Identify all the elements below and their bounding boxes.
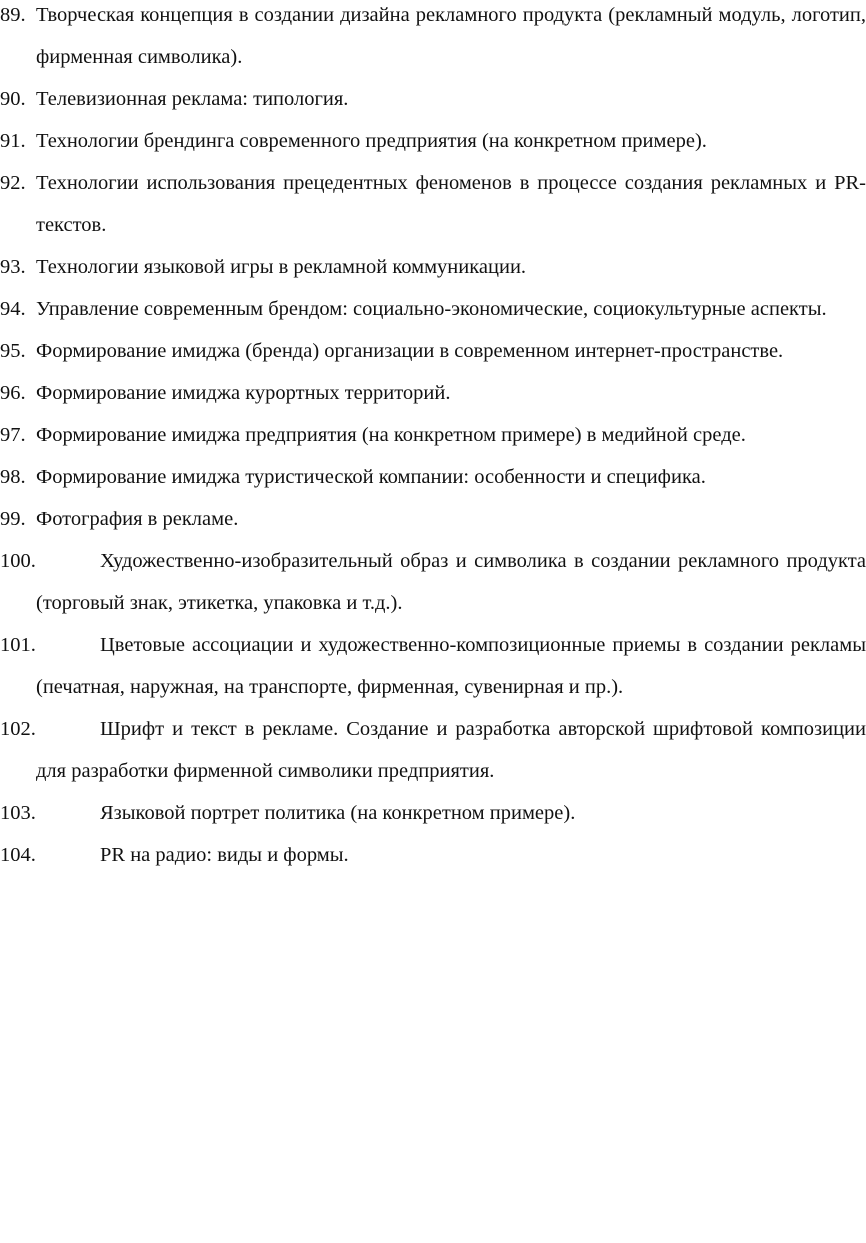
item-number: 101.	[0, 634, 36, 656]
item-text: Технологии использования прецедентных феноменов в процессе создания рекламных и PR-текстов.	[36, 172, 866, 236]
item-number: 91.	[0, 130, 26, 152]
item-text: Формирование имиджа предприятия (на конкретном примере) в медийной среде.	[36, 424, 746, 446]
list-item	[0, 162, 866, 246]
list-item	[0, 624, 866, 708]
item-number: 92.	[0, 172, 26, 194]
item-number: 100.	[0, 550, 36, 572]
item-text: Цветовые ассоциации и художественно-композиционные приемы в создании рекламы (печатная, наружная, на транспорте, фирменная, сувенирная и пр.).	[36, 634, 866, 698]
list-item	[0, 288, 866, 330]
item-number: 99.	[0, 508, 26, 530]
item-text: Телевизионная реклама: типология.	[36, 88, 349, 110]
list-item	[0, 456, 866, 498]
item-number: 95.	[0, 340, 26, 362]
item-text: Фотография в рекламе.	[36, 508, 239, 530]
item-text: Формирование имиджа курортных территорий.	[36, 382, 451, 404]
item-number: 102.	[0, 718, 36, 740]
item-number: 89.	[0, 4, 26, 26]
item-number: 96.	[0, 382, 26, 404]
item-number: 97.	[0, 424, 26, 446]
list-item	[0, 330, 866, 372]
list-item	[0, 120, 866, 162]
item-number: 90.	[0, 88, 26, 110]
item-number: 103.	[0, 802, 36, 824]
list-item	[0, 372, 866, 414]
item-text: Управление современным брендом: социально-экономические, социокультурные аспекты.	[36, 298, 827, 320]
item-number: 98.	[0, 466, 26, 488]
item-text: Формирование имиджа туристической компании: особенности и специфика.	[36, 466, 706, 488]
list-item	[0, 246, 866, 288]
item-text: Технологии языковой игры в рекламной коммуникации.	[36, 256, 527, 278]
list-item	[0, 78, 866, 120]
item-number: 104.	[0, 844, 36, 866]
item-text: Творческая концепция в создании дизайна рекламного продукта (рекламный модуль, логотип, фирменная символика).	[36, 4, 866, 68]
list-item	[0, 0, 866, 78]
item-number: 94.	[0, 298, 26, 320]
list-item	[0, 792, 866, 834]
list-item	[0, 708, 866, 792]
item-number: 93.	[0, 256, 26, 278]
list-item	[0, 540, 866, 624]
item-text: Формирование имиджа (бренда) организации в современном интернет-пространстве.	[36, 340, 784, 362]
list-item	[0, 834, 866, 876]
item-text: Шрифт и текст в рекламе. Создание и разработка авторской шрифтовой композиции для разработки фирменной символики предприятия.	[36, 718, 866, 782]
item-text: Технологии брендинга современного предприятия (на конкретном примере).	[36, 130, 707, 152]
item-text: Языковой портрет политика (на конкретном примере).	[100, 802, 576, 824]
list-item	[0, 498, 866, 540]
item-text: PR на радио: виды и формы.	[100, 844, 349, 866]
item-text: Художественно-изобразительный образ и символика в создании рекламного продукта (торговый знак, этикетка, упаковка и т.д.).	[36, 550, 866, 614]
list-item	[0, 414, 866, 456]
